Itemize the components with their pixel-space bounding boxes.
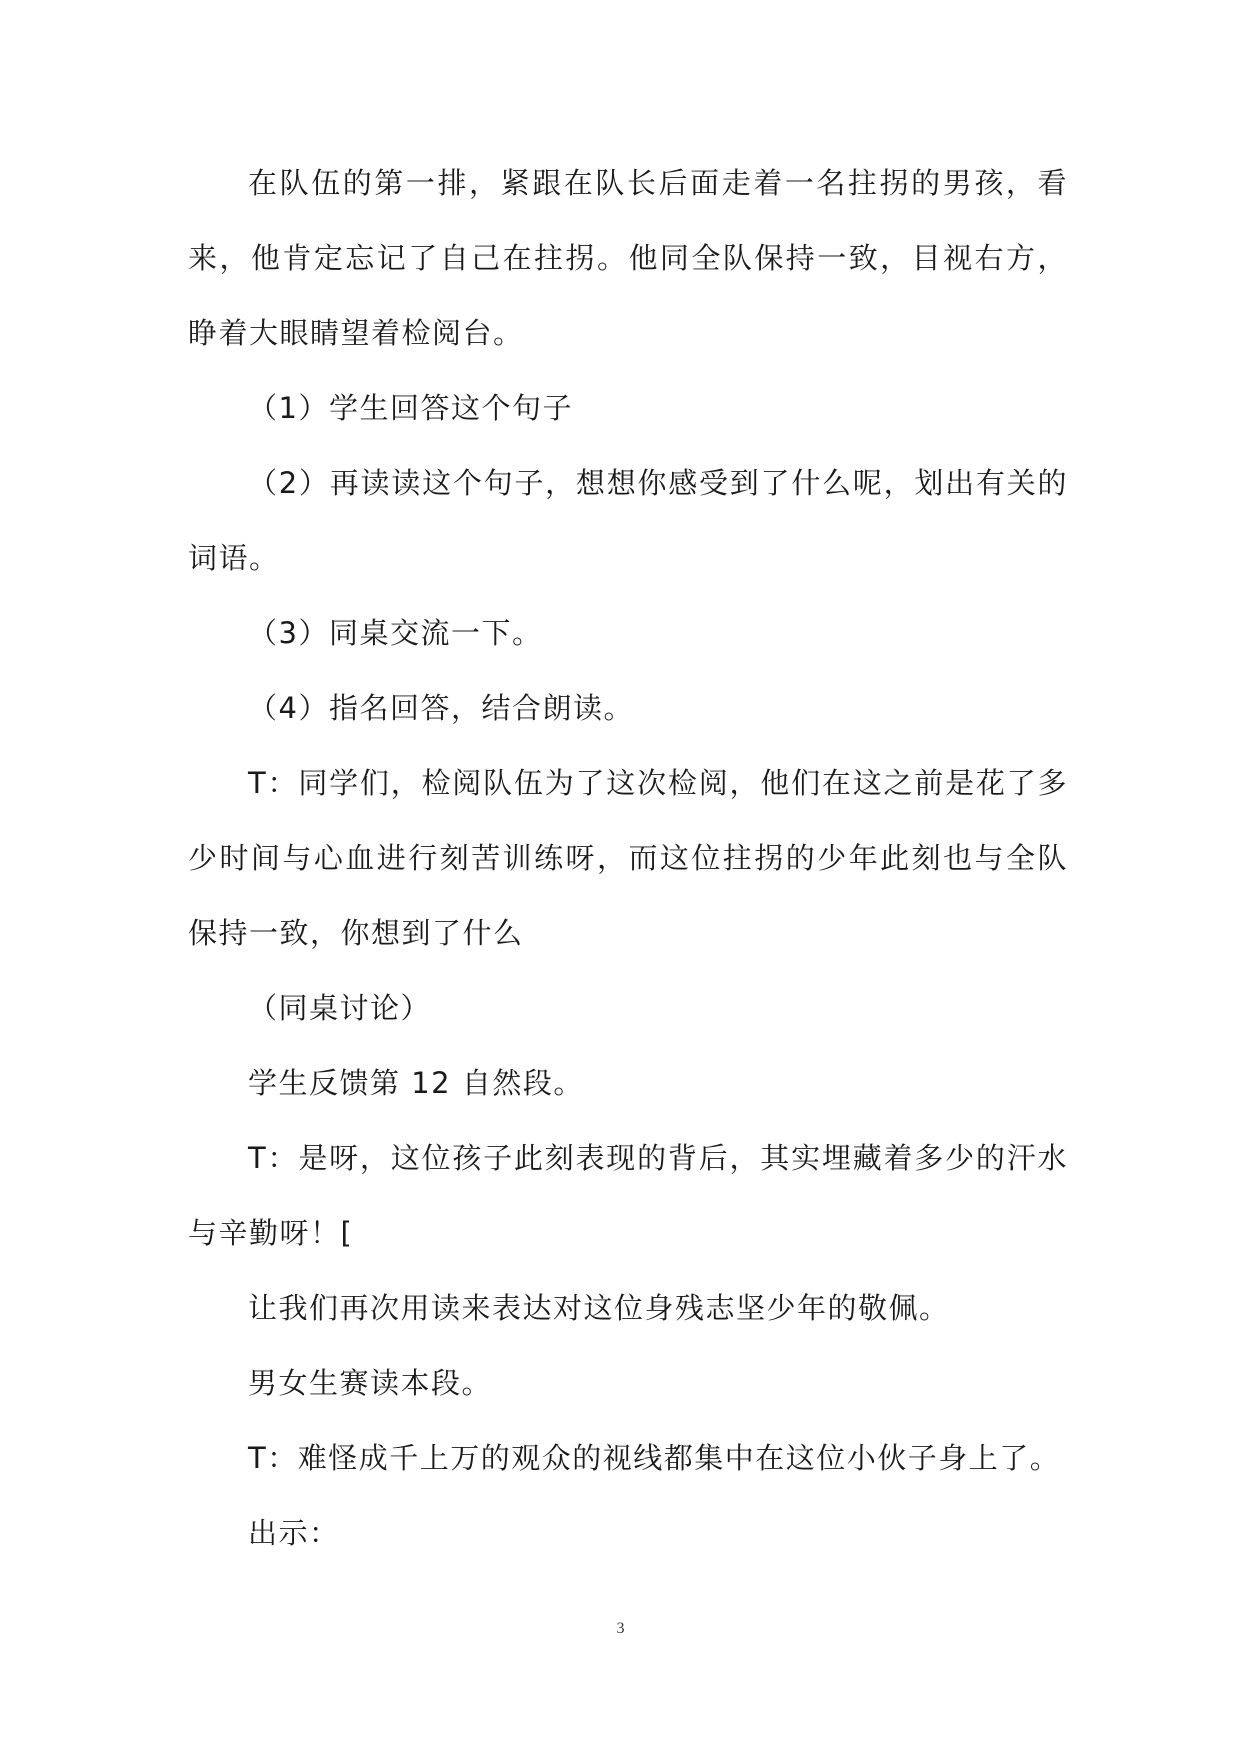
paragraph: （同桌讨论） [248,991,432,1025]
paragraph: （2）再读读这个句子，想想你感受到了什么呢，划出有关的词语。 [188,466,1068,575]
page-number: 3 [616,1620,625,1637]
paragraph: 男女生赛读本段。 [248,1366,493,1400]
paragraph: 在队伍的第一排，紧跟在队长后面走着一名拄拐的男孩，看来，他肯定忘记了自己在拄拐。他同全队保持一致，目视右方，睁着大眼睛望着检阅台。 [188,166,1068,350]
paragraph: T：同学们，检阅队伍为了这次检阅，他们在这之前是花了多少时间与心血进行刻苦训练呀，而这位拄拐的少年此刻也与全队保持一致，你想到了什么 [188,766,1068,950]
paragraph: T：是呀，这位孩子此刻表现的背后，其实埋藏着多少的汗水与辛勤呀！[ [188,1141,1068,1250]
paragraph: T：难怪成千上万的观众的视线都集中在这位小伙子身上了。 [248,1441,1061,1475]
paragraph: （3）同桌交流一下。 [248,616,543,650]
paragraph: （4）指名回答，结合朗读。 [248,691,634,725]
paragraph: 学生反馈第 12 自然段。 [248,1066,584,1100]
document-body [188,146,1068,1571]
paragraph: 让我们再次用读来表达对这位身残志坚少年的敬佩。 [248,1291,950,1325]
paragraph: （1）学生回答这个句子 [248,391,573,425]
paragraph: 出示： [248,1516,340,1550]
